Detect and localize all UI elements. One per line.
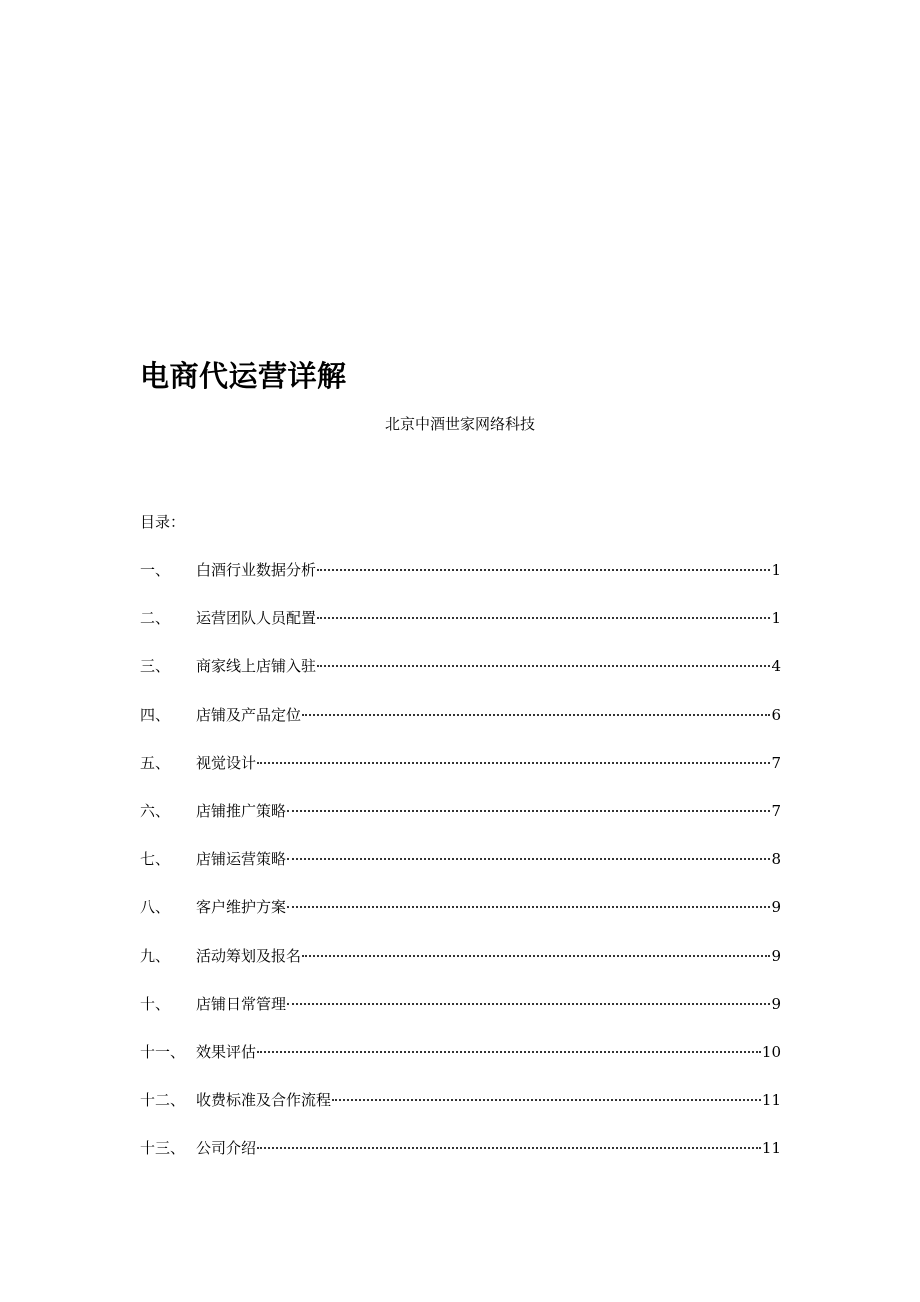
toc-entry[interactable] — [140, 896, 781, 944]
toc-entry-title: 店铺推广策略 — [196, 801, 287, 820]
toc-entry[interactable] — [140, 752, 781, 800]
toc-entry-page-number: 9 — [771, 946, 781, 965]
toc-entry-page-number: 9 — [771, 898, 781, 917]
toc-entry[interactable] — [140, 1137, 781, 1185]
toc-entry-page-number: 9 — [771, 994, 781, 1013]
toc-entry-page-number: 1 — [771, 561, 781, 579]
toc-entry-number: 十二、 — [140, 1091, 186, 1110]
toc-dot-leader — [317, 613, 770, 619]
toc-entry-title: 收费标准及合作流程 — [196, 1091, 332, 1110]
toc-entry-title: 商家线上店铺入驻 — [196, 657, 317, 676]
toc-entry-page-number: 8 — [771, 850, 781, 869]
toc-entry-number: 一、 — [140, 561, 171, 579]
toc-dot-leader — [287, 999, 770, 1005]
toc-entry-title: 店铺日常管理 — [196, 994, 287, 1013]
toc-entry-title: 白酒行业数据分析 — [196, 561, 317, 579]
toc-entry-title: 店铺及产品定位 — [196, 705, 302, 724]
toc-dot-leader — [287, 806, 770, 812]
toc-entry-page-number: 11 — [761, 1139, 781, 1158]
toc-entry[interactable] — [140, 945, 781, 993]
toc-entry-number: 五、 — [140, 753, 171, 772]
toc-entry-title: 客户维护方案 — [196, 898, 287, 917]
toc-entry-number: 二、 — [140, 609, 171, 628]
toc-entry[interactable] — [140, 1089, 781, 1137]
document-subtitle: 北京中酒世家网络科技 — [384, 415, 535, 433]
toc-entry[interactable] — [140, 800, 781, 848]
toc-entry[interactable] — [140, 1041, 781, 1089]
toc-entry-title: 活动筹划及报名 — [196, 946, 302, 965]
toc-dot-leader — [257, 1143, 761, 1149]
toc-entry-page-number: 10 — [761, 1042, 781, 1061]
toc-entry-number: 十、 — [140, 994, 171, 1013]
toc-dot-leader — [287, 854, 770, 860]
toc-entry[interactable] — [140, 704, 781, 752]
toc-entry-title: 公司介绍 — [196, 1139, 257, 1158]
toc-dot-leader — [302, 710, 770, 716]
toc-entry-number: 十三、 — [140, 1139, 186, 1158]
toc-dot-leader — [257, 758, 770, 764]
toc-entry-number: 六、 — [140, 801, 171, 820]
toc-dot-leader — [317, 661, 770, 667]
toc-dot-leader — [332, 1095, 761, 1101]
toc-entry-number: 十一、 — [140, 1042, 186, 1061]
toc-entry-page-number: 4 — [771, 657, 781, 676]
toc-dot-leader — [302, 951, 770, 957]
toc-entry[interactable] — [140, 848, 781, 896]
toc-entry-number: 四、 — [140, 705, 171, 724]
toc-entry-page-number: 11 — [761, 1091, 781, 1110]
toc-entry-title: 店铺运营策略 — [196, 850, 287, 869]
toc-entry-title: 运营团队人员配置 — [196, 609, 317, 628]
toc-entry[interactable] — [140, 993, 781, 1041]
toc-entry-title: 效果评估 — [196, 1042, 257, 1061]
table-of-contents — [140, 559, 781, 1185]
toc-entry-number: 九、 — [140, 946, 171, 965]
toc-dot-leader — [287, 902, 770, 908]
toc-entry-page-number: 6 — [771, 705, 781, 724]
toc-heading: 目录： — [140, 513, 186, 531]
toc-entry-number: 七、 — [140, 850, 171, 869]
toc-entry[interactable] — [140, 559, 781, 607]
toc-entry-page-number: 7 — [771, 801, 781, 820]
toc-entry[interactable] — [140, 607, 781, 655]
toc-entry-page-number: 1 — [771, 609, 781, 628]
toc-entry-number: 八、 — [140, 898, 171, 917]
toc-entry-number: 三、 — [140, 657, 171, 676]
toc-entry-title: 视觉设计 — [196, 753, 257, 772]
toc-dot-leader — [257, 1047, 761, 1053]
toc-entry-page-number: 7 — [771, 753, 781, 772]
document-title: 电商代运营详解 — [140, 359, 347, 393]
toc-dot-leader — [317, 565, 770, 571]
toc-entry[interactable] — [140, 655, 781, 703]
